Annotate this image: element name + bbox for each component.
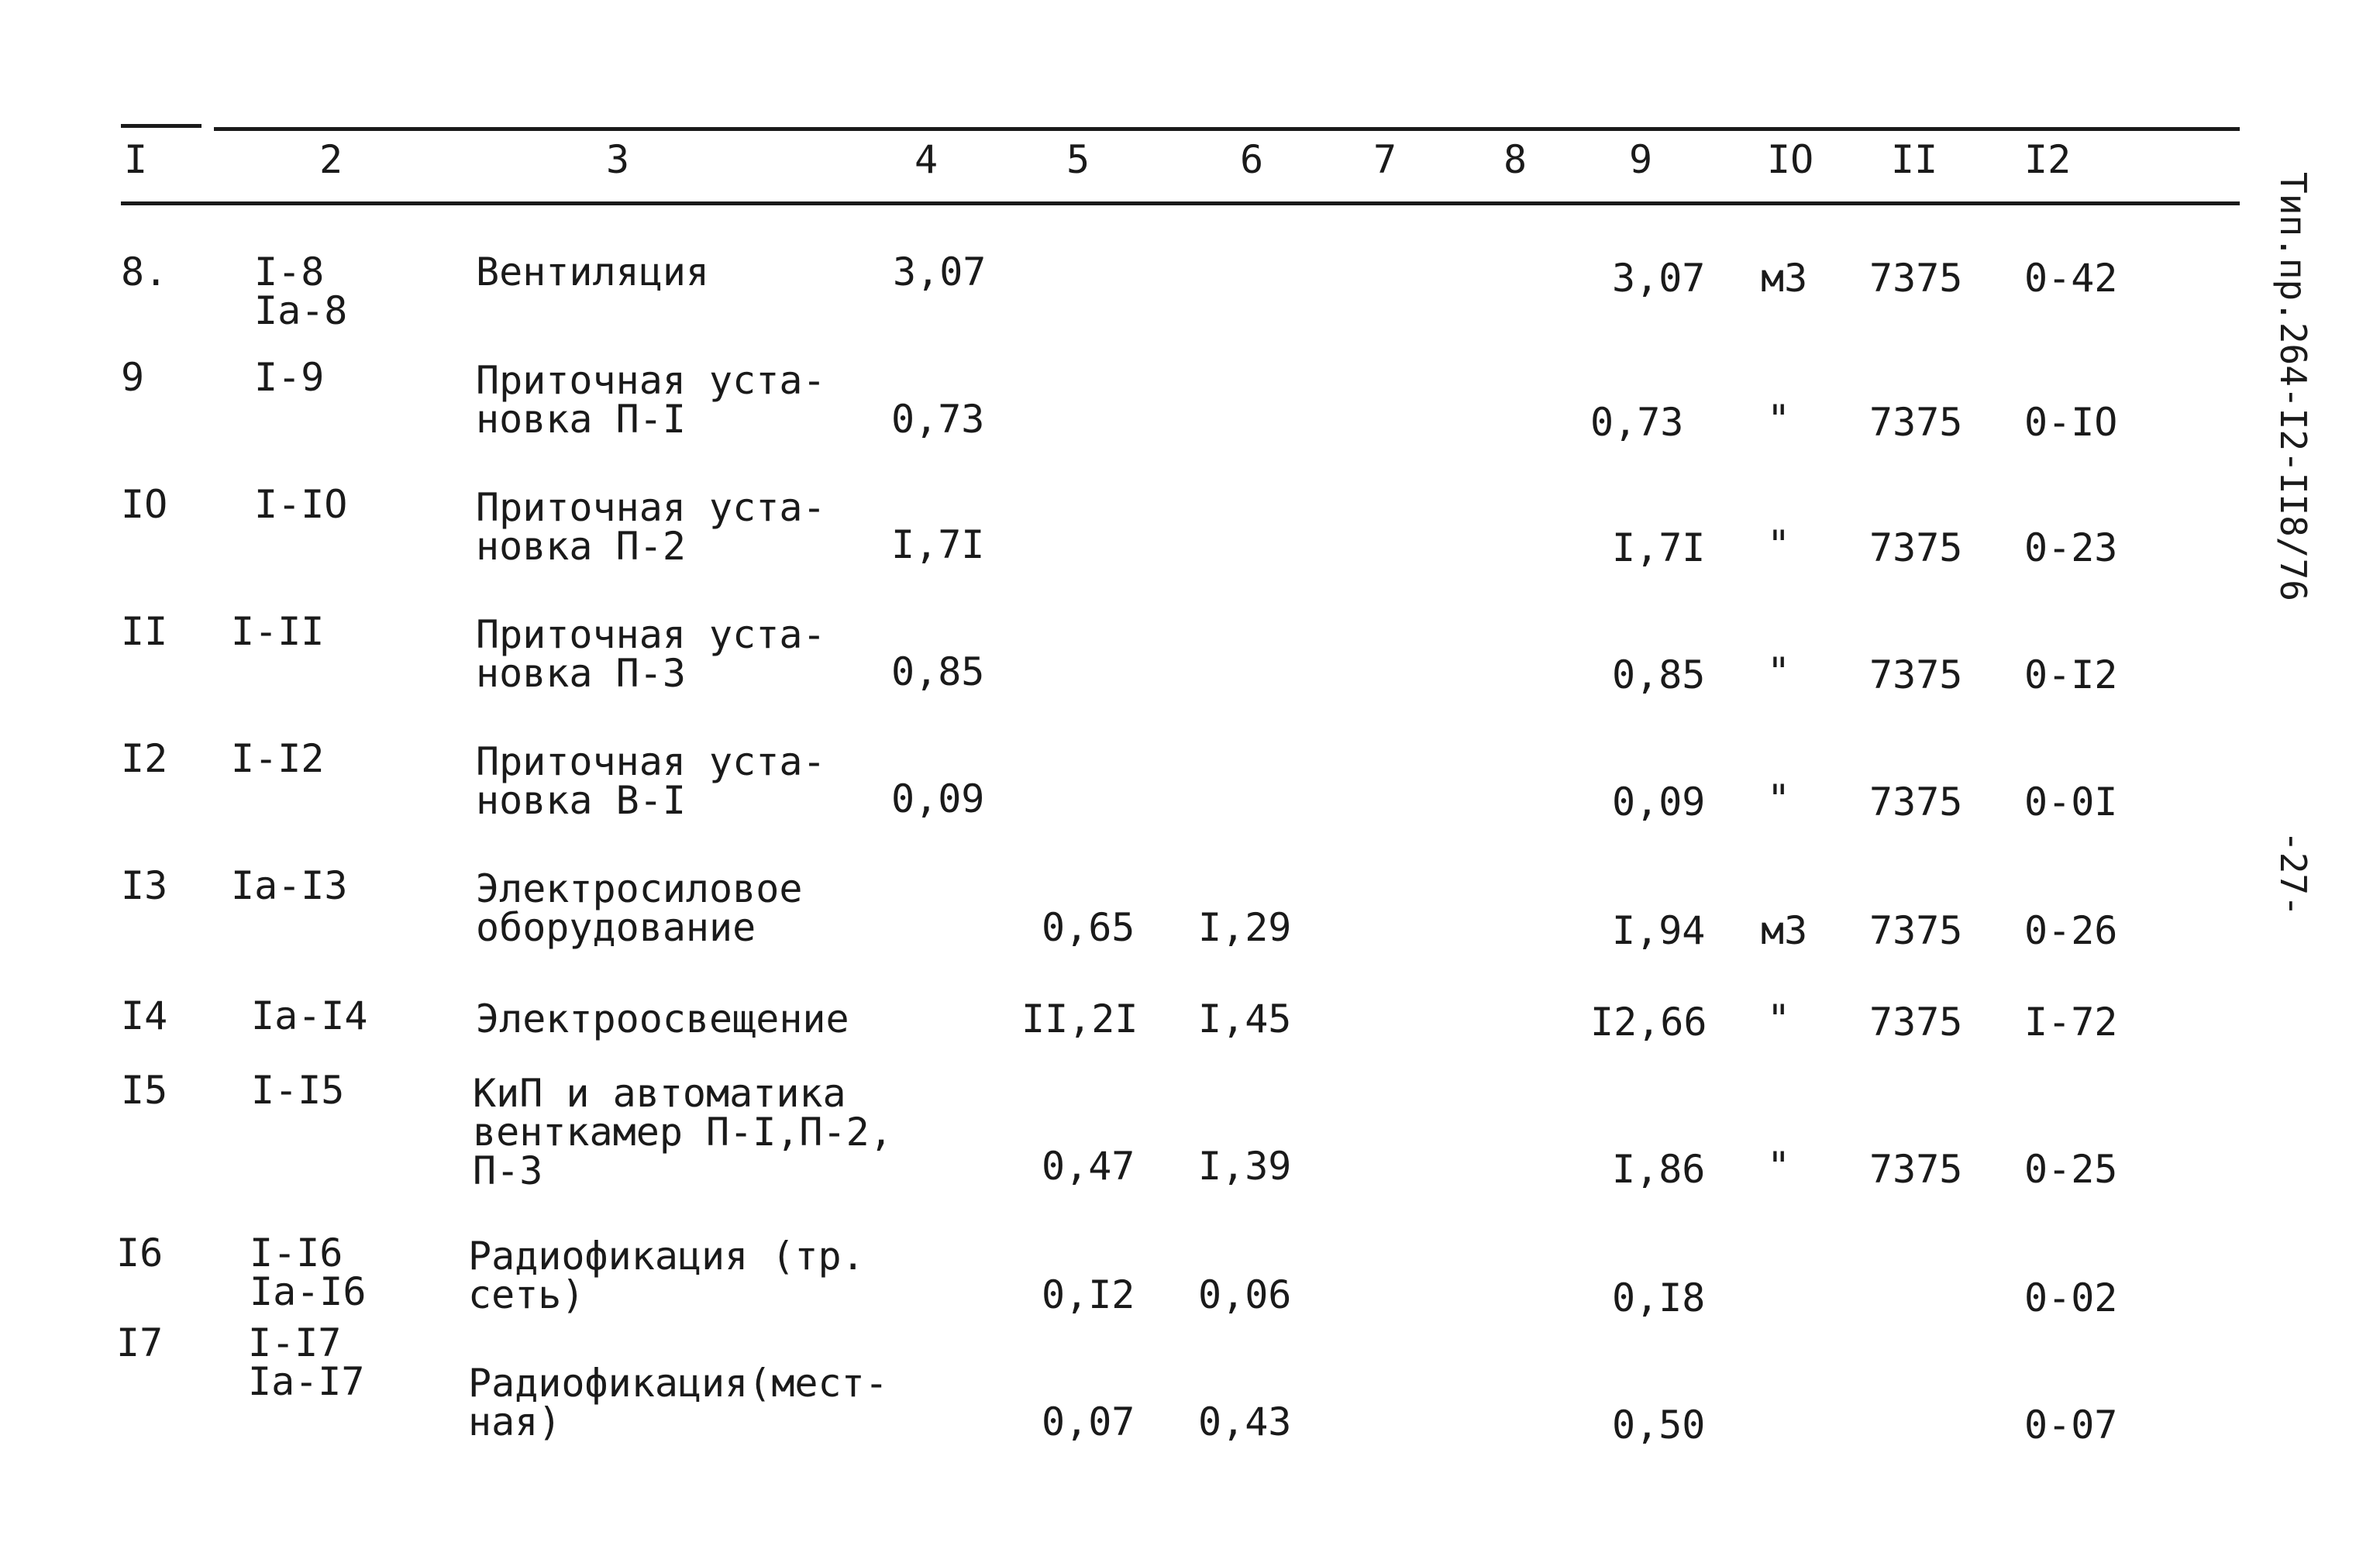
table-cell-total: I2,66 [1590, 1000, 1707, 1045]
table-cell-col6: 0,06 [1198, 1272, 1292, 1317]
table-cell-col5: II,2I [1021, 997, 1138, 1041]
table-cell-name: Электросиловое оборудование [476, 866, 803, 950]
table-cell-unit: " [1767, 1144, 1791, 1189]
table-cell-code: 7375 [1869, 525, 1963, 570]
table-cell-name: Электроосвещение [476, 997, 849, 1041]
table-cell-name: Приточная уста- новка П-2 [476, 485, 826, 569]
table-cell-ref: I-IO [254, 482, 348, 527]
table-cell-ref: I-I2 [231, 736, 325, 781]
table-cell-ref: Ia-I3 [231, 863, 348, 908]
table-cell-amount: 0-07 [2024, 1403, 2118, 1448]
table-cell-unit: " [1767, 649, 1791, 694]
table-cell-name: Вентиляция [476, 250, 710, 294]
table-cell-col4: 0,09 [891, 776, 985, 821]
table-cell-ref: I-I5 [251, 1068, 345, 1113]
table-cell-amount: 0-25 [2024, 1147, 2118, 1192]
table-cell-code: 7375 [1869, 1000, 1963, 1045]
table-cell-no: I2 [121, 736, 168, 781]
column-header-3: 3 [606, 137, 630, 182]
table-cell-name: Приточная уста- новка П-3 [476, 612, 826, 696]
table-cell-amount: 0-IO [2024, 400, 2118, 445]
table-cell-no: IO [121, 482, 168, 527]
table-cell-code: 7375 [1869, 780, 1963, 824]
header-rule [121, 201, 2240, 205]
side-page-number: -27- [2272, 831, 2314, 917]
table-cell-amount: 0-I2 [2024, 652, 2118, 697]
table-cell-ref: I-8 Ia-8 [254, 250, 348, 333]
table-cell-unit: м3 [1761, 908, 1808, 953]
table-cell-unit: " [1767, 522, 1791, 567]
table-cell-no: I7 [116, 1320, 164, 1365]
column-header-2: 2 [319, 137, 343, 182]
table-cell-name: КиП и автоматика венткамер П-I,П-2, П-3 [473, 1071, 893, 1193]
table-cell-col6: I,39 [1198, 1144, 1292, 1189]
table-cell-unit: " [1767, 397, 1791, 442]
table-cell-col5: 0,07 [1042, 1399, 1135, 1444]
table-cell-col4: 0,73 [891, 397, 985, 442]
table-cell-col5: 0,65 [1042, 905, 1135, 950]
top-rule [214, 127, 2240, 131]
table-cell-total: 0,09 [1612, 780, 1706, 824]
table-cell-code: 7375 [1869, 400, 1963, 445]
table-cell-no: II [121, 609, 168, 654]
table-cell-ref: I-I7 Ia-I7 [248, 1320, 365, 1404]
table-cell-total: 3,07 [1612, 256, 1706, 301]
column-header-4: 4 [914, 137, 939, 182]
table-cell-total: 0,85 [1612, 652, 1706, 697]
column-header-12: I2 [2024, 137, 2072, 182]
table-cell-name: Радиофикация(мест- ная) [468, 1361, 888, 1444]
column-header-10: IO [1767, 137, 1814, 182]
table-cell-col6: I,29 [1198, 905, 1292, 950]
table-cell-code: 7375 [1869, 652, 1963, 697]
table-cell-ref: Ia-I4 [251, 993, 368, 1038]
table-cell-col5: 0,47 [1042, 1144, 1135, 1189]
column-header-5: 5 [1066, 137, 1090, 182]
table-cell-total: I,94 [1612, 908, 1706, 953]
table-cell-no: 9 [121, 355, 145, 400]
table-cell-amount: 0-42 [2024, 256, 2118, 301]
table-cell-name: Приточная уста- новка П-I [476, 358, 826, 442]
table-cell-ref: I-9 [254, 355, 325, 400]
table-cell-code: 7375 [1869, 908, 1963, 953]
column-header-8: 8 [1503, 137, 1528, 182]
table-cell-no: I6 [116, 1231, 164, 1275]
table-cell-code: 7375 [1869, 256, 1963, 301]
top-rule-left [121, 124, 201, 128]
column-header-9: 9 [1629, 137, 1653, 182]
table-cell-no: I3 [121, 863, 168, 908]
side-document-code: Тип.пр.264-I2-II8/76 [2272, 172, 2314, 601]
column-header-6: 6 [1240, 137, 1264, 182]
table-cell-no: I4 [121, 993, 168, 1038]
table-cell-code: 7375 [1869, 1147, 1963, 1192]
table-cell-amount: 0-23 [2024, 525, 2118, 570]
table-cell-unit: " [1767, 997, 1791, 1041]
table-cell-col6: 0,43 [1198, 1399, 1292, 1444]
table-cell-name: Приточная уста- новка В-I [476, 739, 826, 823]
table-cell-amount: 0-26 [2024, 908, 2118, 953]
table-cell-col4: 3,07 [893, 250, 987, 294]
table-cell-total: 0,50 [1612, 1403, 1706, 1448]
table-cell-amount: 0-02 [2024, 1275, 2118, 1320]
table-cell-amount: I-72 [2024, 1000, 2118, 1045]
table-cell-ref: I-I6 Ia-I6 [250, 1231, 367, 1314]
table-cell-unit: м3 [1761, 256, 1808, 301]
table-cell-col6: I,45 [1198, 997, 1292, 1041]
column-header-1: I [124, 137, 148, 182]
table-cell-ref: I-II [231, 609, 325, 654]
table-cell-total: I,7I [1612, 525, 1706, 570]
table-cell-no: I5 [121, 1068, 168, 1113]
column-header-7: 7 [1373, 137, 1397, 182]
table-cell-total: 0,73 [1590, 400, 1684, 445]
table-cell-col5: 0,I2 [1042, 1272, 1135, 1317]
table-cell-total: I,86 [1612, 1147, 1706, 1192]
table-cell-name: Радиофикация (тр. сеть) [468, 1234, 865, 1317]
table-cell-col4: I,7I [891, 522, 985, 567]
table-cell-no: 8. [121, 250, 168, 294]
table-cell-unit: " [1767, 776, 1791, 821]
table-cell-col4: 0,85 [891, 649, 985, 694]
table-cell-total: 0,I8 [1612, 1275, 1706, 1320]
column-header-11: II [1891, 137, 1938, 182]
table-cell-amount: 0-0I [2024, 780, 2118, 824]
